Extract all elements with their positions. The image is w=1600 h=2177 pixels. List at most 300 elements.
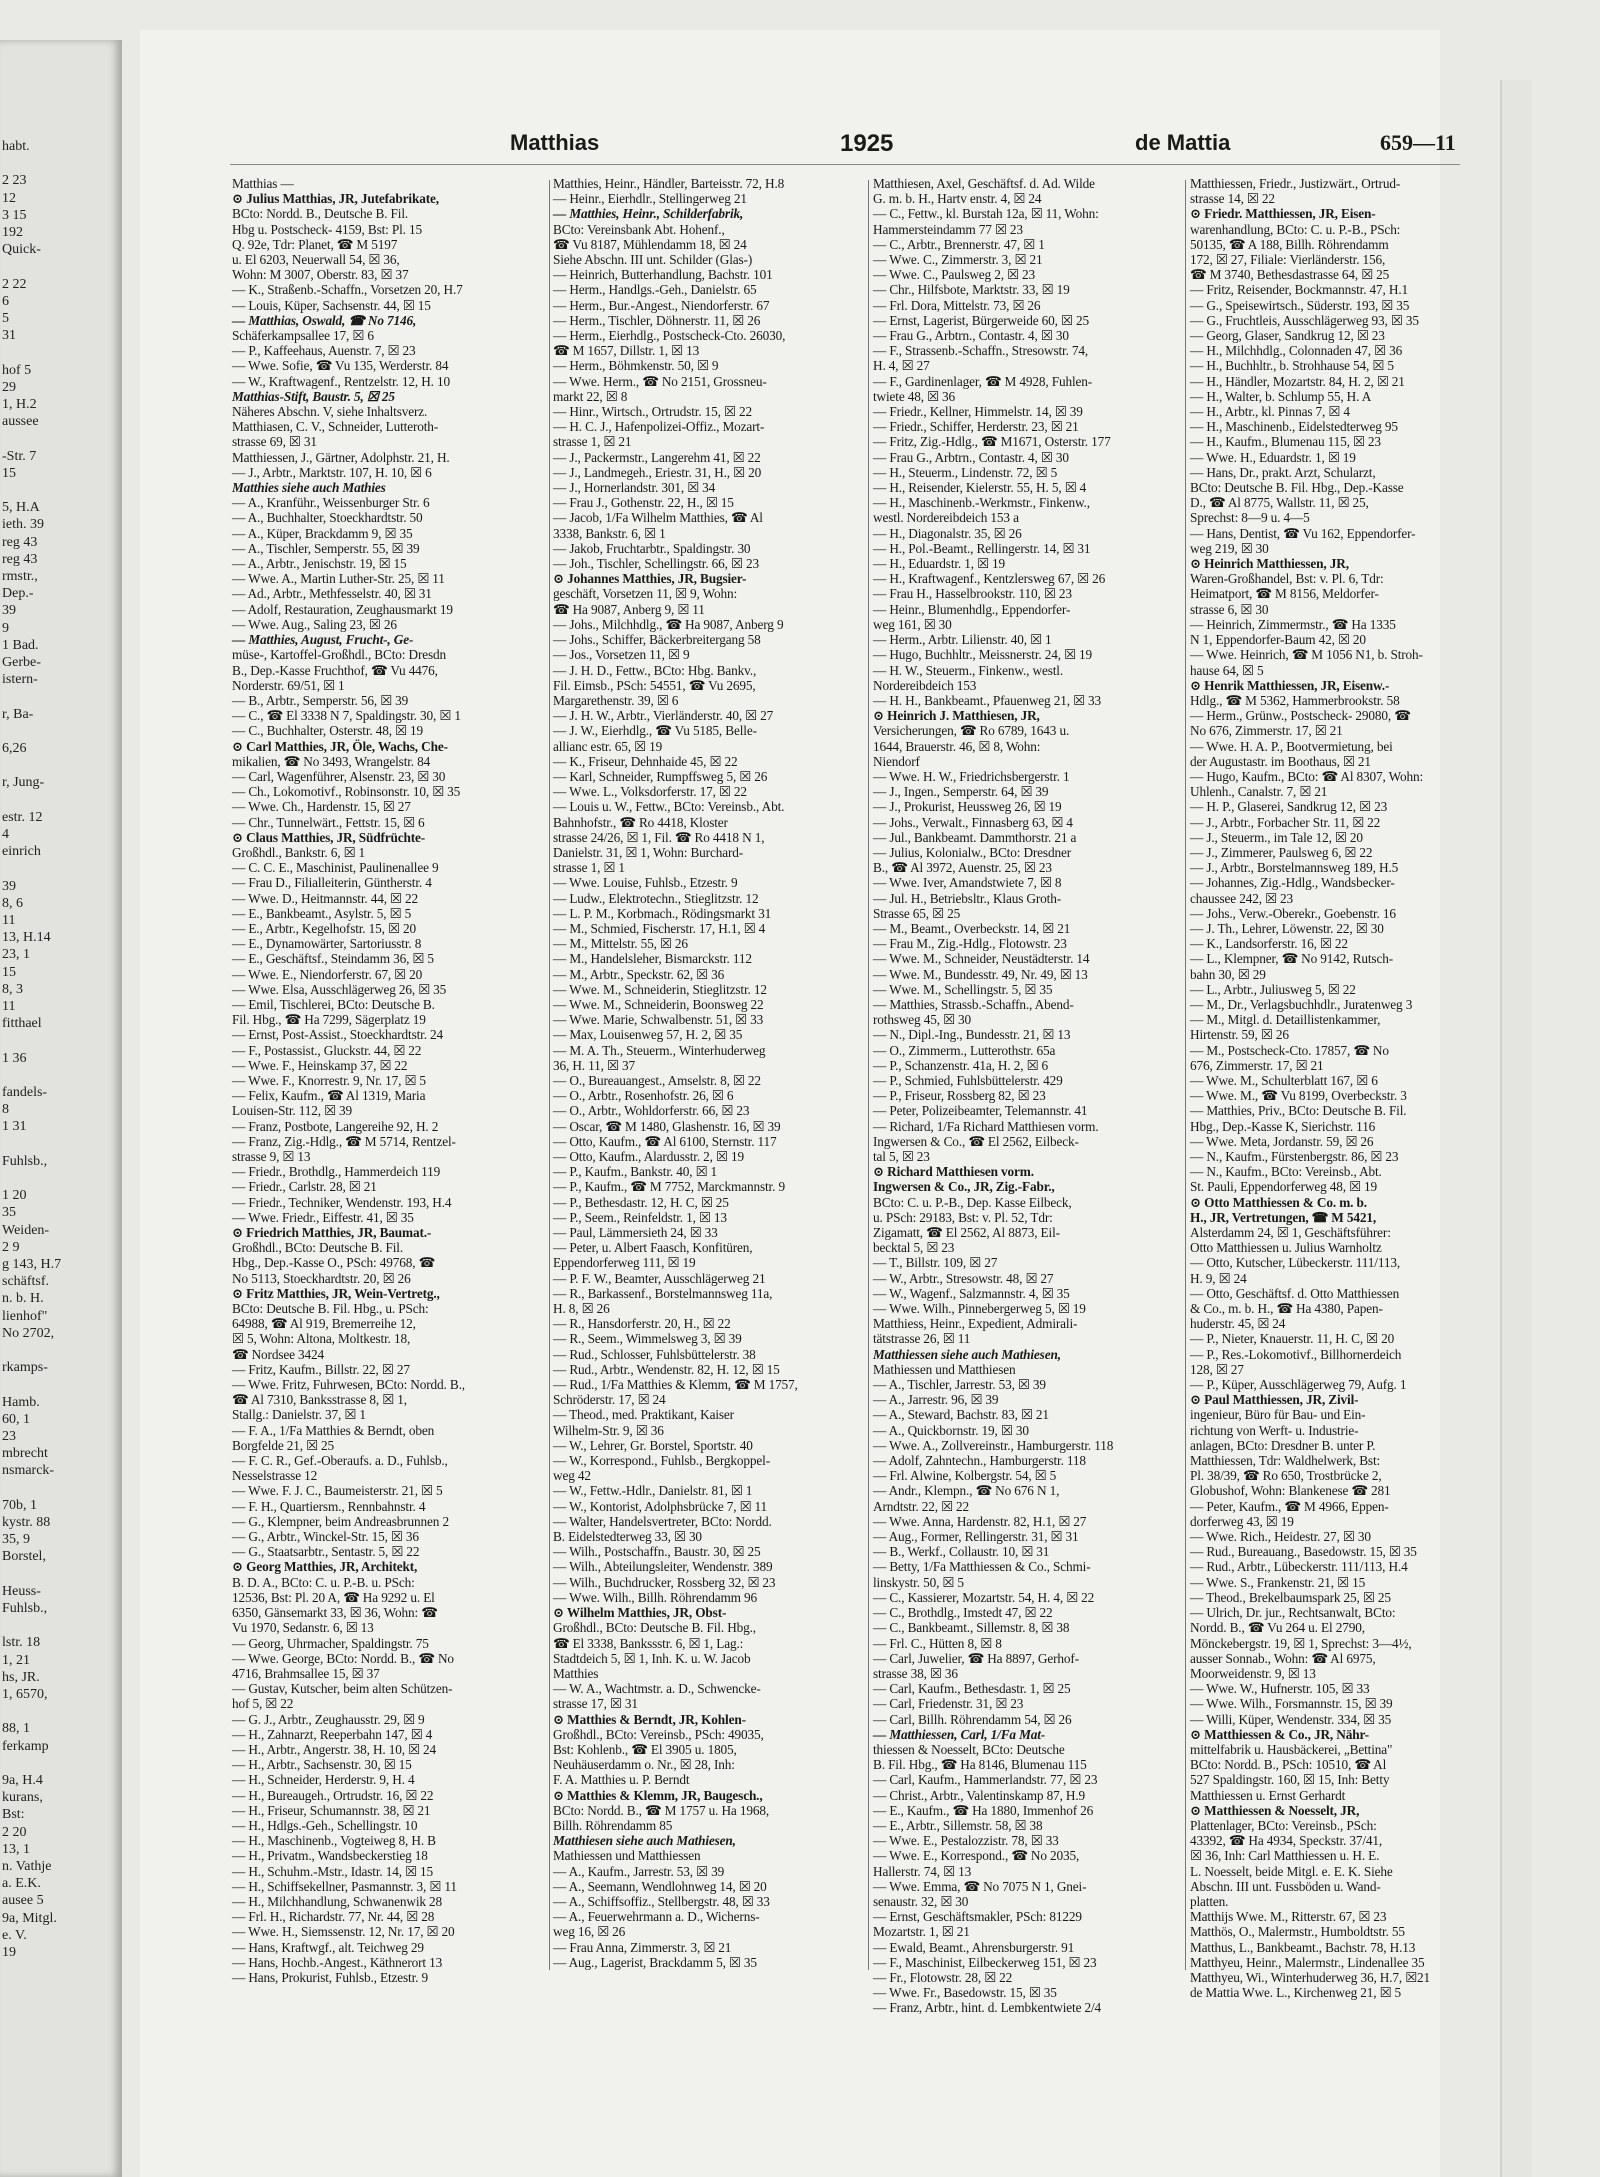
directory-entry: — Wwe. M., Bundesstr. 49, Nr. 49, ☒ 13	[873, 966, 1088, 982]
directory-entry: ⊙ Friedr. Matthiessen, JR, Eisen-	[1190, 206, 1376, 222]
directory-entry: — H., Diagonalstr. 35, ☒ 26	[873, 525, 1022, 541]
directory-entry: — J., Ingen., Semperstr. 64, ☒ 39	[873, 784, 1049, 800]
directory-entry: — A., Seemann, Wendlohnweg 14, ☒ 20	[553, 1878, 767, 1894]
directory-entry: — P., Res.-Lokomotivf., Billhornerdeich	[1190, 1346, 1402, 1362]
directory-entry: — Herm., Eierhdlg., Postscheck-Cto. 26030,	[553, 328, 786, 344]
directory-entry: — Wwe. H., Siemssenstr. 12, Nr. 17, ☒ 20	[232, 1924, 455, 1940]
directory-entry: BCto: Deutsche B. Fil. Hbg., u. PSch:	[232, 1301, 429, 1317]
directory-entry: — J. W., Eierhdlg., ☎ Vu 5185, Belle-	[553, 723, 757, 739]
directory-entry: — Frau G., Arbtrn., Contastr. 4, ☒ 30	[873, 328, 1069, 344]
directory-entry: H. 9, ☒ 24	[1190, 1270, 1247, 1286]
directory-entry: — E., Arbtr., Sillemstr. 58, ☒ 38	[873, 1817, 1043, 1833]
directory-entry: Schröderstr. 17, ☒ 24	[553, 1392, 666, 1408]
directory-entry: — Rud., Schlosser, Fuhlsbüttelerstr. 38	[553, 1346, 756, 1362]
directory-entry: Matthiesen, Axel, Geschäftsf. d. Ad. Wilde	[873, 176, 1095, 191]
directory-entry: Großhdl., Bankstr. 6, ☒ 1	[232, 844, 366, 860]
directory-entry: Sprechst: 8—9 u. 4—5	[1190, 510, 1310, 526]
directory-entry: — Ad., Arbtr., Methfesselstr. 40, ☒ 31	[232, 586, 432, 602]
directory-entry: — Johannes, Zig.-Hdlg., Wandsbecker-	[1190, 875, 1395, 891]
directory-entry: — Wilh., Buchdrucker, Rossberg 32, ☒ 23	[553, 1574, 776, 1590]
margin-fragment: estr. 12	[2, 809, 43, 825]
directory-entry: — Wwe. Friedr., Eiffestr. 41, ☒ 35	[232, 1209, 414, 1225]
margin-fragment: 9	[2, 620, 9, 636]
directory-entry: Globushof, Wohn: Blankenese ☎ 281	[1190, 1483, 1391, 1499]
margin-fragment: istern-	[2, 672, 38, 688]
directory-entry: — H., Händler, Mozartstr. 84, H. 2, ☒ 21	[1190, 373, 1405, 389]
directory-entry: Versicherungen, ☎ Ro 6789, 1643 u.	[873, 723, 1070, 739]
directory-entry: — Felix, Kaufm., ☎ Al 1319, Maria	[232, 1088, 426, 1104]
margin-fragment: Borstel,	[2, 1549, 46, 1565]
directory-entry: — Rud., Bureauang., Basedowstr. 15, ☒ 35	[1190, 1544, 1417, 1560]
directory-entry: — Paul, Lämmersieth 24, ☒ 33	[553, 1225, 718, 1241]
directory-entry: — Matthias, Oswald, ☎ No 7146,	[232, 312, 417, 328]
directory-entry: — K., Landsorferstr. 16, ☒ 22	[1190, 936, 1348, 952]
directory-entry: dorferweg 43, ☒ 19	[1190, 1513, 1294, 1529]
directory-entry: — Wwe. M., Schneiderin, Stieglitzstr. 12	[553, 981, 767, 997]
directory-entry: Mozartstr. 1, ☒ 21	[873, 1924, 970, 1940]
directory-entry: — N., Kaufm., BCto: Vereinsb., Abt.	[1190, 1164, 1382, 1180]
directory-entry: — J. H. D., Fettw., BCto: Hbg. Bankv.,	[553, 662, 757, 678]
margin-fragment: 13, H.14	[2, 930, 51, 946]
directory-entry: — Adolf, Zahntechn., Hamburgerstr. 118	[873, 1453, 1086, 1469]
directory-entry: — C., Kassierer, Mozartstr. 54, H. 4, ☒ 22	[873, 1589, 1095, 1605]
directory-entry: 43392, ☎ Ha 4934, Speckstr. 37/41,	[1190, 1833, 1383, 1849]
directory-entry: Margarethenstr. 39, ☒ 6	[553, 692, 679, 708]
directory-entry: — Herm., Tischler, Döhnerstr. 11, ☒ 26	[553, 312, 761, 328]
directory-entry: — Frl. C., Hütten 8, ☒ 8	[873, 1635, 1002, 1651]
directory-entry: — Heinr., Blumenhdlg., Eppendorfer-	[873, 601, 1071, 617]
directory-entry: — H., Maschinenb.-Werkmstr., Finkenw.,	[873, 495, 1090, 511]
directory-entry: senaustr. 32, ☒ 30	[873, 1893, 969, 1909]
directory-entry: — Emil, Tischlerei, BCto: Deutsche B.	[232, 996, 435, 1012]
directory-entry: Q. 92e, Tdr: Planet, ☎ M 5197	[232, 236, 398, 252]
directory-entry: BCto: Nordd. B., ☎ M 1757 u. Ha 1968,	[553, 1802, 770, 1818]
directory-entry: — G., Fruchtleis, Ausschlägerweg 93, ☒ 35	[1190, 312, 1419, 328]
directory-entry: mittelfabrik u. Hausbäckerei, „Bettina"	[1190, 1741, 1393, 1757]
directory-entry: — Carl, Billh. Röhrendamm 54, ☒ 26	[873, 1711, 1072, 1727]
directory-entry: — Wwe. Emma, ☎ No 7075 N 1, Gnei-	[873, 1878, 1087, 1894]
directory-entry: — Matthies, August, Frucht-, Ge-	[232, 632, 414, 648]
directory-entry: Nordd. B., ☎ Vu 264 u. El 2790,	[1190, 1620, 1365, 1636]
directory-entry: 12536, Bst: Pl. 20 A, ☎ Ha 9292 u. El	[232, 1589, 435, 1605]
directory-entry: — Karl, Schneider, Rumpffsweg 5, ☒ 26	[553, 768, 768, 784]
directory-entry: mikalien, ☎ No 3493, Wrangelstr. 84	[232, 753, 431, 769]
margin-fragment: 9a, Mitgl.	[2, 1910, 57, 1926]
directory-entry: Matthiessen, Tdr: Waldhelwerk, Bst:	[1190, 1453, 1381, 1469]
directory-entry: — Rud., Arbtr., Wendenstr. 82, H. 12, ☒ 15	[553, 1361, 780, 1377]
margin-fragment: r, Ba-	[2, 706, 34, 722]
directory-entry: tal 5, ☒ 23	[873, 1149, 930, 1164]
directory-entry: — Ernst, Geschäftsmakler, PSch: 81229	[873, 1909, 1082, 1925]
directory-entry: — Carl, Kaufm., Bethesdastr. 1, ☒ 25	[873, 1681, 1071, 1697]
directory-entry: Neuhäuserdamm o. Nr., ☒ 28, Inh:	[553, 1757, 735, 1773]
column-1	[232, 176, 542, 1985]
directory-entry: — Louis, Küper, Sachsenstr. 44, ☒ 15	[232, 297, 431, 313]
directory-entry: — Ewald, Beamt., Ahrensburgerstr. 91	[873, 1939, 1075, 1955]
margin-fragment: 29	[2, 379, 16, 395]
directory-entry: — Ernst, Post-Assist., Stoeckhardtstr. 24	[232, 1027, 444, 1043]
directory-entry: — Otto, Kaufm., Alardusstr. 2, ☒ 19	[553, 1149, 744, 1164]
directory-entry: Schäferkampsallee 17, ☒ 6	[232, 328, 374, 344]
directory-entry: — Wwe. Wilh., Billh. Röhrendamm 96	[553, 1589, 758, 1605]
directory-entry: BCto: Nordd. B., Deutsche B. Fil.	[232, 206, 409, 222]
directory-entry: Matthiasen, C. V., Schneider, Lutteroth-	[232, 419, 439, 435]
directory-entry: — Wwe. Rich., Heidestr. 27, ☒ 30	[1190, 1529, 1371, 1545]
directory-entry: — Wwe. C., Paulsweg 2, ☒ 23	[873, 267, 1036, 283]
directory-entry: strasse 1, ☒ 1	[553, 860, 625, 876]
directory-entry: — Wwe. Wilh., Forsmannstr. 15, ☒ 39	[1190, 1696, 1393, 1712]
directory-entry: Matthiessen u. Ernst Gerhardt	[1190, 1787, 1346, 1803]
margin-fragment: 8, 3	[2, 981, 23, 997]
directory-entry: — C. C. E., Maschinist, Paulinenallee 9	[232, 860, 439, 876]
directory-entry: — Ludw., Elektrotechn., Stieglitzstr. 12	[553, 890, 759, 906]
directory-entry: — Otto, Kaufm., ☎ Al 6100, Sternstr. 117	[553, 1133, 777, 1149]
directory-entry: — P., Bethesdastr. 12, H. C, ☒ 25	[553, 1194, 729, 1210]
directory-entry: — Franz, Postbote, Langereihe 92, H. 2	[232, 1118, 439, 1134]
directory-entry: — Wwe. S., Frankenstr. 21, ☒ 15	[1190, 1574, 1366, 1590]
directory-entry: — Georg, Uhrmacher, Spaldingstr. 75	[232, 1635, 429, 1651]
directory-entry: — P., Kaufm., Bankstr. 40, ☒ 1	[553, 1164, 718, 1180]
column-3	[873, 176, 1181, 2016]
directory-entry: — Wwe. Heinrich, ☎ M 1056 N1, b. Stroh-	[1190, 647, 1423, 663]
directory-entry: hause 64, ☒ 5	[1190, 662, 1264, 678]
directory-entry: — Chr., Tunnelwärt., Fettstr. 15, ☒ 6	[232, 814, 425, 830]
directory-entry: thiessen & Noesselt, BCto: Deutsche	[873, 1741, 1065, 1757]
directory-entry: — Gustav, Kutscher, beim alten Schützen-	[232, 1681, 453, 1697]
directory-entry: 4716, Brahmsallee 15, ☒ 37	[232, 1665, 380, 1681]
directory-entry: — Wwe. M., Schulterblatt 167, ☒ 6	[1190, 1072, 1378, 1088]
directory-entry: 6350, Gänsemarkt 33, ☒ 36, Wohn: ☎	[232, 1605, 438, 1621]
directory-entry: — G., Arbtr., Winckel-Str. 15, ☒ 36	[232, 1529, 419, 1545]
header-rule	[230, 164, 1460, 165]
directory-entry: & Co., m. b. H., ☎ Ha 4380, Papen-	[1190, 1301, 1383, 1317]
directory-entry: — Wwe. H., Eduardstr. 1, ☒ 19	[1190, 449, 1356, 465]
margin-fragment: Quick-	[2, 242, 41, 258]
directory-entry: — M., Dr., Verlagsbuchhdlr., Juratenweg 3	[1190, 996, 1413, 1012]
directory-entry: — F., Gardinenlager, ☎ M 4928, Fuhlen-	[873, 373, 1093, 389]
margin-fragment: 3 15	[2, 207, 27, 223]
directory-entry: — Wilh., Abteilungsleiter, Wendenstr. 389	[553, 1559, 773, 1575]
directory-entry: — H., Eduardstr. 1, ☒ 19	[873, 556, 1006, 572]
header-left-name: Matthias	[510, 130, 600, 155]
margin-fragment: 1 Bad.	[2, 637, 39, 653]
directory-entry: Nordereibdeich 153	[873, 677, 977, 693]
directory-entry: Näheres Abschn. V, siehe Inhaltsverz.	[232, 404, 428, 420]
directory-entry: — P., Friseur, Rossberg 82, ☒ 23	[873, 1088, 1046, 1104]
margin-fragment: e. V.	[2, 1927, 27, 1943]
directory-entry: platten.	[1190, 1893, 1229, 1909]
directory-entry: — M., Mitgl. d. Detaillistenkammer,	[1190, 1012, 1381, 1028]
directory-entry: — Heinr., Eierhdlr., Stellingerweg 21	[553, 191, 747, 207]
directory-entry: — H. H., Bankbeamt., Pfauenweg 21, ☒ 33	[873, 692, 1102, 708]
directory-entry: Matthös, O., Malermstr., Humboldtstr. 55	[1190, 1924, 1405, 1940]
directory-entry: — O., Zimmerm., Lutterothstr. 65a	[873, 1042, 1056, 1058]
directory-entry: — J., Landmegeh., Eriestr. 31, H., ☒ 20	[553, 464, 762, 480]
directory-entry: — M., Handelsleher, Bismarckstr. 112	[553, 951, 752, 967]
directory-entry: — A., Küper, Brackdamm 9, ☒ 35	[232, 525, 413, 541]
directory-entry: — A., Tischler, Jarrestr. 53, ☒ 39	[873, 1377, 1046, 1393]
directory-entry: Ingwersen & Co., ☎ El 2562, Eilbeck-	[873, 1133, 1079, 1149]
directory-entry: — H. P., Glaserei, Sandkrug 12, ☒ 23	[1190, 799, 1388, 815]
margin-fragment: No 2702,	[2, 1325, 55, 1341]
directory-entry: Danielstr. 31, ☒ 1, Wohn: Burchard-	[553, 844, 744, 860]
directory-entry: ⊙ Richard Matthiesen vorm.	[873, 1164, 1034, 1180]
directory-entry: Matthiesen siehe auch Mathiesen,	[553, 1833, 736, 1849]
directory-entry: — Wwe. Herm., ☎ No 2151, Grossneu-	[553, 373, 767, 389]
directory-entry: — Frau D., Filialleiterin, Güntherstr. 4	[232, 875, 432, 891]
directory-entry: — Rud., 1/Fa Matthies & Klemm, ☎ M 1757,	[553, 1377, 798, 1393]
directory-entry: Uhlenh., Canalstr. 7, ☒ 21	[1190, 784, 1328, 800]
directory-entry: Wohn: M 3007, Oberstr. 83, ☒ 37	[232, 267, 409, 283]
directory-entry: — H., Milchhandlung, Schwanenwik 28	[232, 1893, 443, 1909]
directory-entry: — Peter, Kaufm., ☎ M 4966, Eppen-	[1190, 1498, 1389, 1514]
directory-entry: — H., Schiffsekellner, Pasmannstr. 3, ☒ 11	[232, 1878, 457, 1894]
directory-entry: — A., Buchhalter, Stoeckhardtstr. 50	[232, 510, 423, 526]
directory-entry: — Wwe. Anna, Hardenstr. 82, H.1, ☒ 27	[873, 1513, 1087, 1529]
directory-entry: — Frau G., Arbtrn., Contastr. 4, ☒ 30	[873, 449, 1069, 465]
directory-entry: u. El 6203, Neuerwall 54, ☒ 36,	[232, 252, 400, 268]
margin-fragment: Heuss-	[2, 1583, 41, 1599]
directory-entry: — Fritz, Kaufm., Billstr. 22, ☒ 27	[232, 1361, 410, 1377]
directory-entry: — Georg, Glaser, Sandkrug 12, ☒ 23	[1190, 328, 1385, 344]
directory-entry: H. 4, ☒ 27	[873, 358, 930, 374]
margin-fragment: fandels-	[2, 1085, 48, 1100]
column-divider	[549, 180, 550, 1970]
directory-entry: hof 5, ☒ 22	[232, 1696, 294, 1712]
directory-entry: — Rud., Arbtr., Lübeckerstr. 111/113, H.4	[1190, 1559, 1408, 1575]
directory-entry: anlagen, BCto: Dresdner B. unter P.	[1190, 1437, 1376, 1453]
directory-entry: — M., Beamt., Overbeckstr. 14, ☒ 21	[873, 920, 1071, 936]
directory-entry: — O., Bureauangest., Amselstr. 8, ☒ 22	[553, 1072, 761, 1088]
directory-entry: linskystr. 50, ☒ 5	[873, 1574, 964, 1590]
directory-entry: — C., Bankbeamt., Sillemstr. 8, ☒ 38	[873, 1620, 1070, 1636]
directory-entry: — K., Straßenb.-Schaffn., Vorsetzen 20, H.7	[232, 282, 463, 298]
directory-entry: de Mattia Wwe. L., Kirchenweg 21, ☒ 5	[1190, 1985, 1402, 2001]
directory-entry: — Jakob, Fruchtarbtr., Spaldingstr. 30	[553, 540, 751, 556]
directory-entry: — Wwe. E., Niendorferstr. 67, ☒ 20	[232, 966, 423, 982]
directory-entry: Niendorf	[873, 753, 920, 769]
directory-entry: Wilhelm-Str. 9, ☒ 36	[553, 1422, 664, 1438]
directory-entry: — Willi, Küper, Wendenstr. 334, ☒ 35	[1190, 1711, 1392, 1727]
directory-entry: weg 42	[553, 1468, 591, 1484]
margin-fragment: 23, 1	[2, 947, 30, 963]
directory-entry: ⊙ Johannes Matthies, JR, Bugsier-	[553, 571, 747, 587]
directory-entry: No 5113, Stoeckhardtstr. 20, ☒ 26	[232, 1270, 411, 1286]
directory-entry: Waren-Großhandel, Bst: v. Pl. 6, Tdr:	[1190, 571, 1384, 587]
directory-entry: BCto: Nordd. B., PSch: 10510, ☎ Al	[1190, 1757, 1387, 1773]
directory-entry: ⊙ Matthies & Berndt, JR, Kohlen-	[553, 1711, 746, 1727]
directory-entry: Zigamatt, ☎ El 2562, Al 8873, Eil-	[873, 1225, 1060, 1241]
directory-entry: — Wwe. Louise, Fuhlsb., Etzestr. 9	[553, 875, 738, 891]
directory-entry: Stallg.: Danielstr. 37, ☒ 1	[232, 1407, 366, 1423]
directory-entry: — Fr., Flotowstr. 28, ☒ 22	[873, 1969, 1013, 1985]
directory-entry: Arndtstr. 22, ☒ 22	[873, 1498, 970, 1514]
directory-entry: — Wwe. W., Hufnerstr. 105, ☒ 33	[1190, 1681, 1370, 1697]
directory-entry: — Friedr., Schiffer, Herderstr. 23, ☒ 21	[873, 419, 1079, 435]
margin-fragment: 1 31	[2, 1119, 27, 1135]
margin-fragment: 5, H.A	[2, 500, 40, 516]
directory-entry: geschäft, Vorsetzen 11, ☒ 9, Wohn:	[553, 586, 737, 602]
directory-entry: — W., Kraftwagenf., Rentzelstr. 12, H. 10	[232, 373, 451, 389]
margin-fragment: r, Jung-	[2, 775, 45, 791]
directory-entry: — Carl, Juwelier, ☎ Ha 8897, Gerhof-	[873, 1650, 1079, 1666]
directory-entry: — Matthies, Heinr., Schilderfabrik,	[553, 206, 744, 222]
margin-fragment: 2 9	[2, 1239, 20, 1255]
directory-entry: — Hugo, Kaufm., BCto: ☎ Al 8307, Wohn:	[1190, 768, 1424, 784]
directory-entry: — Jos., Vorsetzen 11, ☒ 9	[553, 647, 690, 663]
directory-entry: — Wwe. Fr., Basedowstr. 15, ☒ 35	[873, 1985, 1057, 2001]
directory-entry: — H., Arbtr., kl. Pinnas 7, ☒ 4	[1190, 404, 1350, 420]
directory-entry: — H., Maschinenb., Eidelstedterweg 95	[1190, 419, 1398, 435]
directory-entry: — Frau M., Zig.-Hdlg., Flotowstr. 23	[873, 936, 1067, 952]
directory-entry: — Wwe. A., Zollvereinstr., Hamburgerstr. 118	[873, 1437, 1114, 1453]
directory-entry: — F. A., 1/Fa Matthies & Berndt, oben	[232, 1422, 435, 1438]
directory-entry: — A., Quickbornstr. 19, ☒ 30	[873, 1422, 1029, 1438]
directory-entry: — H., Reisender, Kielerstr. 55, H. 5, ☒ 4	[873, 480, 1087, 496]
directory-entry: — P., Küper, Ausschlägerweg 79, Aufg. 1	[1190, 1377, 1407, 1393]
margin-fragment: lstr. 18	[2, 1635, 41, 1651]
directory-entry: — P., Seem., Reinfeldstr. 1, ☒ 13	[553, 1209, 727, 1225]
directory-entry: Fil. Hbg., ☎ Ha 7299, Sägerplatz 19	[232, 1012, 426, 1028]
directory-entry: — A., Kaufm., Jarrestr. 53, ☒ 39	[553, 1863, 725, 1879]
directory-entry: — A., Jarrestr. 96, ☒ 39	[873, 1392, 999, 1408]
directory-entry: — Herm., Böhmkenstr. 50, ☒ 9	[553, 358, 719, 374]
directory-entry: — Wwe. M., Schneiderin, Boonsweg 22	[553, 996, 764, 1012]
directory-entry: 172, ☒ 27, Filiale: Vierländerstr. 156,	[1190, 252, 1386, 268]
directory-entry: — Frau H., Hasselbrookstr. 110, ☒ 23	[873, 586, 1072, 602]
directory-entry: — J., Prokurist, Heussweg 26, ☒ 19	[873, 799, 1062, 815]
directory-entry: Otto Matthiessen u. Julius Warnholtz	[1190, 1240, 1382, 1256]
directory-entry: ☒ 36, Inh: Carl Matthiessen u. H. E.	[1190, 1848, 1380, 1864]
directory-entry: — Friedr., Techniker, Wendenstr. 193, H.4	[232, 1194, 452, 1210]
directory-entry: — W. A., Wachtmstr. a. D., Schwencke-	[553, 1681, 761, 1697]
margin-fragment: 35, 9	[2, 1532, 30, 1548]
directory-entry: — P., Kaufm., ☎ M 7752, Marckmannstr. 9	[553, 1179, 785, 1195]
directory-entry: 128, ☒ 27	[1190, 1361, 1244, 1377]
margin-fragment: 31	[2, 328, 16, 344]
directory-entry: becktal 5, ☒ 23	[873, 1240, 955, 1256]
margin-fragment: 39	[2, 603, 16, 619]
directory-entry: — J., Arbtr., Marktstr. 107, H. 10, ☒ 6	[232, 464, 432, 480]
directory-entry: — Wwe. Meta, Jordanstr. 59, ☒ 26	[1190, 1133, 1374, 1149]
directory-entry: — P., Schmied, Fuhlsbüttelerstr. 429	[873, 1072, 1063, 1088]
directory-entry: warenhandlung, BCto: C. u. P.-B., PSch:	[1190, 221, 1401, 237]
directory-entry: strasse 38, ☒ 36	[873, 1665, 958, 1681]
margin-fragment: 35	[2, 1205, 16, 1221]
directory-entry: — Wwe. E., Korrespond., ☎ No 2035,	[873, 1848, 1080, 1864]
directory-entry: — H., Privatm., Wandsbeckerstieg 18	[232, 1848, 428, 1864]
margin-fragment: habt.	[2, 139, 30, 154]
directory-entry: Großhdl., BCto: Deutsche B. Fil. Hbg.,	[553, 1620, 756, 1636]
directory-entry: — Wwe. C., Zimmerstr. 3, ☒ 21	[873, 252, 1043, 268]
directory-entry: — Wwe. L., Volksdorferstr. 17, ☒ 22	[553, 784, 747, 800]
margin-fragment: 13, 1	[2, 1841, 30, 1857]
directory-entry: Louisen-Str. 112, ☒ 39	[232, 1103, 353, 1119]
directory-entry: — J., Packermstr., Langerehm 41, ☒ 22	[553, 449, 761, 465]
directory-entry: 3338, Bankstr. 6, ☒ 1	[553, 525, 666, 541]
directory-entry: — J., Arbtr., Forbacher Str. 11, ☒ 22	[1190, 814, 1381, 830]
directory-entry: — H. C. J., Hafenpolizei-Offiz., Mozart-	[553, 419, 765, 435]
margin-fragment: nsmarck-	[2, 1463, 55, 1479]
directory-entry: ☎ M 3740, Bethesdastrasse 64, ☒ 25	[1190, 267, 1390, 283]
margin-fragment: 15	[2, 964, 16, 980]
directory-entry: ☎ El 3338, Bankssstr. 6, ☒ 1, Lag.:	[553, 1635, 744, 1651]
directory-entry: — G., Staatsarbtr., Sentastr. 5, ☒ 22	[232, 1544, 420, 1560]
directory-entry: — O., Arbtr., Rosenhofstr. 26, ☒ 6	[553, 1088, 734, 1104]
directory-entry: — Fritz, Reisender, Bockmannstr. 47, H.1	[1190, 282, 1409, 298]
directory-entry: tätstrasse 26, ☒ 11	[873, 1331, 971, 1347]
directory-entry: Matthijs Wwe. M., Ritterstr. 67, ☒ 23	[1190, 1909, 1387, 1925]
margin-fragment: 19	[2, 1945, 16, 1960]
directory-entry: — W., Kontorist, Adolphsbrücke 7, ☒ 11	[553, 1498, 768, 1514]
directory-entry: Matthias —	[232, 176, 294, 191]
directory-entry: — M., Postscheck-Cto. 17857, ☎ No	[1190, 1042, 1389, 1058]
directory-entry: ⊙ Carl Matthies, JR, Öle, Wachs, Che-	[232, 738, 448, 754]
directory-entry: — R., Hansdorferstr. 20, H., ☒ 22	[553, 1316, 731, 1332]
directory-entry: BCto: Deutsche B. Fil. Hbg., Dep.-Kasse	[1190, 480, 1404, 496]
margin-fragment: 15	[2, 465, 16, 481]
directory-entry: richtung von Werft- u. Industrie-	[1190, 1422, 1359, 1438]
margin-fragment: Gerbe-	[2, 655, 41, 670]
margin-fragment: 9a, H.4	[2, 1773, 43, 1788]
margin-fragment: lienhof"	[2, 1308, 48, 1324]
directory-entry: Plattenlager, BCto: Vereinsb., PSch:	[1190, 1817, 1377, 1833]
directory-entry: ⊙ Georg Matthies, JR, Architekt,	[232, 1559, 418, 1575]
directory-entry: 50135, ☎ A 188, Billh. Röhrendamm	[1190, 236, 1389, 252]
directory-entry: weg 219, ☒ 30	[1190, 540, 1269, 556]
directory-entry: — Herm., Handlgs.-Geh., Danielstr. 65	[553, 282, 757, 298]
directory-entry: — W., Fettw.-Hdlr., Danielstr. 81, ☒ 1	[553, 1483, 753, 1499]
directory-entry: — E., Arbtr., Kegelhofstr. 15, ☒ 20	[232, 920, 416, 936]
directory-entry: L. Noesselt, beide Mitgl. e. E. K. Siehe	[1190, 1863, 1393, 1879]
margin-fragment: Hamb.	[2, 1394, 40, 1410]
directory-entry: — Johs., Milchhdlg., ☎ Ha 9087, Anberg 9	[553, 616, 784, 632]
margin-fragment: schäftsf.	[2, 1274, 50, 1290]
directory-entry: — Joh., Tischler, Schellingstr. 66, ☒ 23	[553, 556, 759, 572]
directory-entry: — T., Billstr. 109, ☒ 27	[873, 1255, 998, 1271]
directory-entry: — Wwe. Iver, Amandstwiete 7, ☒ 8	[873, 875, 1062, 891]
margin-fragment: fitthael	[2, 1016, 42, 1032]
column-4	[1190, 176, 1490, 2001]
directory-entry: — Heinrich, Zimmermstr., ☎ Ha 1335	[1190, 616, 1396, 632]
margin-fragment: Weiden-	[2, 1222, 50, 1238]
directory-entry: — Johs., Schiffer, Bäckerbreitergang 58	[553, 632, 761, 648]
directory-entry: Matthus, L., Bankbeamt., Bachstr. 78, H.13	[1190, 1939, 1416, 1955]
margin-fragment: 11	[2, 913, 16, 928]
directory-entry: — E., Geschäftsf., Steindamm 36, ☒ 5	[232, 951, 434, 967]
page-number: 659—11	[1380, 130, 1456, 155]
margin-fragment: n. Vathje	[2, 1859, 52, 1874]
directory-entry: — Peter, Polizeibeamter, Telemannstr. 41	[873, 1103, 1088, 1119]
directory-entry: ⊙ Matthies & Klemm, JR, Baugesch.,	[553, 1787, 763, 1803]
directory-entry: — G. J., Arbtr., Zeughausstr. 29, ☒ 9	[232, 1711, 425, 1727]
directory-entry: Matthiessen, Friedr., Justizwärt., Ortrud-	[1190, 176, 1401, 191]
directory-entry: u. PSch: 29183, Bst: v. Pl. 52, Tdr:	[873, 1209, 1053, 1225]
directory-entry: Abschn. III unt. Fussböden u. Wand-	[1190, 1878, 1381, 1894]
margin-fragment: reg 43	[2, 534, 38, 550]
directory-entry: — Wwe. M., Schellingstr. 5, ☒ 35	[873, 981, 1053, 997]
directory-entry: — H., Schuhm.-Mstr., Idastr. 14, ☒ 15	[232, 1863, 434, 1879]
directory-entry: Siehe Abschn. III unt. Schilder (Glas-)	[553, 252, 753, 268]
margin-fragment: 4	[2, 827, 9, 842]
directory-entry: strasse 1, ☒ 21	[553, 434, 632, 450]
directory-entry: — Christ., Arbtr., Valentinskamp 87, H.9	[873, 1787, 1086, 1803]
directory-entry: Mathiessen und Matthiesen	[873, 1361, 1016, 1377]
directory-entry: H., JR, Vertretungen, ☎ M 5421,	[1190, 1209, 1376, 1225]
directory-entry: ☒ 5, Wohn: Altona, Moltkestr. 18,	[232, 1331, 411, 1347]
directory-entry: Vu 1970, Sedanstr. 6, ☒ 13	[232, 1620, 374, 1636]
directory-entry: — Jacob, 1/Fa Wilhelm Matthies, ☎ Al	[553, 510, 763, 526]
